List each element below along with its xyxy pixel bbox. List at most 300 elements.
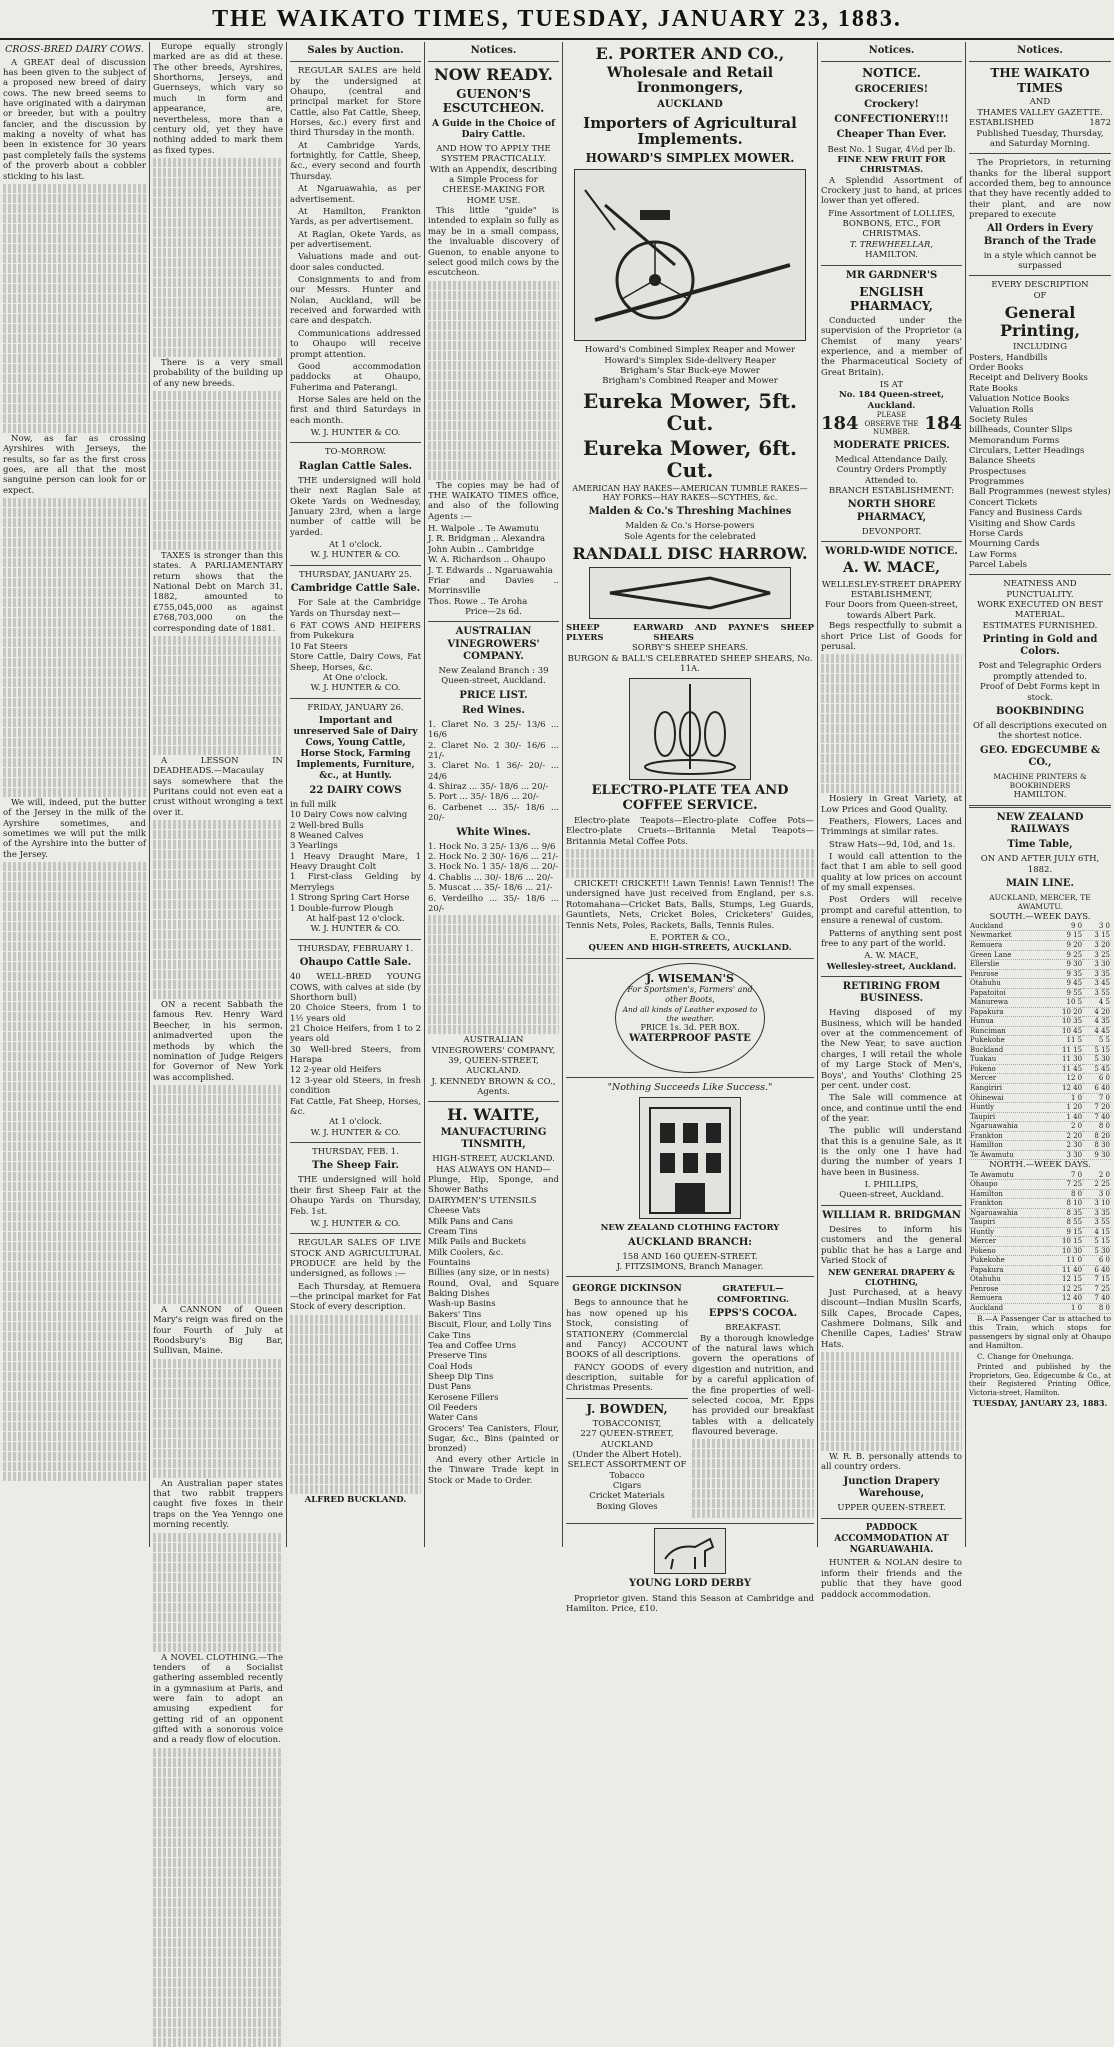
sale-lot: Fat Cattle, Fat Sheep, Horses, &c. bbox=[290, 1096, 421, 1117]
printing-item: Memorandum Forms bbox=[969, 435, 1060, 446]
timetable-row bbox=[969, 1007, 1111, 1017]
train-time: 1 20 bbox=[1048, 1103, 1083, 1113]
auction-notice: Consignments to and from our Messrs. Hunter and Nolan, Auckland, will be received and forwarded with care and despatch. bbox=[290, 275, 421, 327]
train-time: 7 0 bbox=[1048, 1171, 1083, 1180]
timetable-row bbox=[969, 1180, 1111, 1190]
timetable-row bbox=[969, 931, 1111, 941]
train-time: 12 15 bbox=[1048, 1275, 1083, 1285]
printing-item: Horse Cards bbox=[969, 528, 1024, 539]
printing-item: Circulars, Letter Headings bbox=[969, 445, 1085, 456]
train-time: 3 0 bbox=[1083, 1189, 1111, 1199]
clothing-factory-illustration bbox=[639, 1097, 741, 1219]
station-name: Buckland bbox=[969, 1045, 1048, 1055]
sale-lot: 30 Well-bred Steers, from Harapa bbox=[290, 1044, 421, 1066]
station-name: Ohaupo bbox=[969, 1180, 1048, 1190]
waite-item: Grocers' Tea Canisters, Flour, Sugar, &c., Bins (painted or bronzed) bbox=[428, 1423, 559, 1455]
mace-text: Four Doors from Queen-street, towards Albert Park. bbox=[825, 600, 958, 621]
published-days: Published Tuesday, Thursday, and Saturday Morning. bbox=[976, 128, 1104, 149]
trewheellar-name: T. TREWHEELLAR, bbox=[849, 239, 934, 250]
printing-items-list bbox=[969, 353, 1111, 571]
train-time: 7 0 bbox=[1083, 1093, 1111, 1103]
bowden-item: Tobacco bbox=[609, 1470, 645, 1481]
timetable-row bbox=[969, 941, 1111, 951]
timetable-row bbox=[969, 1199, 1111, 1209]
clothing-branch: AUCKLAND BRANCH: bbox=[628, 1236, 752, 1248]
article-paragraph: A LESSON IN DEADHEADS.—Macaulay says somewhere that the Puritans could not even eat a crust without wronging a text over it. bbox=[153, 755, 283, 818]
article-paragraph: A NOVEL CLOTHING.—The tenders of a Socialist gathering assembled recently in a gymnasium at Paris, and were fain to adopt an amusing expedient for getting rid of an opponent gifted with a sonorous voice and a ready flow of elocution. bbox=[153, 1652, 283, 1746]
timetable-row bbox=[969, 988, 1111, 998]
printing-item: Society Rules bbox=[969, 414, 1028, 425]
train-time: 6 40 bbox=[1083, 1265, 1111, 1275]
waite-item: Sheep Dip Tins bbox=[428, 1371, 494, 1382]
column-editorial bbox=[0, 42, 150, 1547]
sale-lot: 2 Well-bred Bulls bbox=[290, 820, 364, 831]
retiring-text: The public will understand that this is a genuine Sale, as it is the only one I have had during the number of years I have been in Business. bbox=[821, 1126, 962, 1178]
footer-date: TUESDAY, JANUARY 23, 1883. bbox=[972, 1398, 1108, 1409]
station-name: Rangiriri bbox=[969, 1083, 1048, 1093]
station-name: Te Awamutu bbox=[969, 1150, 1048, 1160]
train-time: 9 45 bbox=[1048, 979, 1083, 989]
sale-lot: 8 Weaned Calves bbox=[290, 831, 364, 842]
article-paragraph: We will, indeed, put the butter of the Jersey in the milk of the Ayrshire sometimes, and sometimes we will put the milk of the Ayrshire into the butter of the Jersey. bbox=[3, 798, 146, 860]
timetable-row bbox=[969, 969, 1111, 979]
train-time: 10 45 bbox=[1048, 1026, 1083, 1036]
book-line: AND HOW TO APPLY THE SYSTEM PRACTICALLY. bbox=[436, 143, 551, 165]
train-time: 4 15 bbox=[1083, 1227, 1111, 1237]
waite-item: Wash-up Basins bbox=[428, 1299, 496, 1310]
estimates: ESTIMATES FURNISHED. bbox=[982, 620, 1098, 631]
sale-heading: Cambridge Cattle Sale. bbox=[290, 583, 421, 595]
timetable-row bbox=[969, 979, 1111, 989]
gardner-heading: MR GARDNER'S bbox=[845, 269, 938, 281]
station-name: Green Lane bbox=[969, 950, 1048, 960]
train-time: 3 55 bbox=[1083, 988, 1111, 998]
waite-footer: And every other Article in the Tinware Trade kept in Stock or Made to Order. bbox=[428, 1454, 559, 1486]
crockery-text: A Splendid Assortment of Crockery just to hand, at prices lower than yet offered. bbox=[821, 175, 962, 207]
station-name: Remuera bbox=[969, 941, 1048, 951]
sale-date: FRIDAY, JANUARY 26. bbox=[307, 702, 404, 713]
train-time: 9 0 bbox=[1048, 922, 1083, 931]
white-wines-heading: White Wines. bbox=[456, 826, 531, 838]
book-line: CHEESE-MAKING FOR HOME USE. bbox=[442, 185, 545, 206]
retiring-text: Having disposed of my Business, which will be handed over at the commencement of the New Year, to save auction charges, I will retail the whole of my Large Stock of Men's, Boys', and Youths' Clothing 25 per cent. under cost. bbox=[821, 1008, 962, 1091]
auctioneer-signature: W. J. HUNTER & CO. bbox=[310, 1218, 401, 1229]
sale-lot: 3 Yearlings bbox=[290, 841, 338, 852]
train-time: 5 45 bbox=[1083, 1064, 1111, 1074]
station-name: Tuakau bbox=[969, 1055, 1048, 1065]
change-note: C. Change for Onehunga. bbox=[977, 1352, 1074, 1362]
section-heading: Sales by Auction. bbox=[307, 45, 404, 56]
waite-item: Plunge, Hip, Sponge, and Shower Baths bbox=[428, 1175, 559, 1196]
article-paragraph: A GREAT deal of discussion has been given to the subject of a proposed new breed of dairy cows. The new breed seems to have originated with a dairyman or breeder, but with a poultry fancier, and the discussion by making a novelty of what has been in existence for 30 years past completely fails the systems of the proverb about a cobbler sticking to his last. bbox=[3, 57, 146, 182]
tea-price: Best No. 1 Sugar, 4½d per lb. bbox=[827, 144, 956, 155]
train-time: 7 25 bbox=[1048, 1180, 1083, 1190]
waite-item: Kerosene Fillers bbox=[428, 1392, 499, 1403]
article-paragraph: An Australian paper states that two rabbit trappers caught five foxes in their traps on the Yea Yenngo one morning recently. bbox=[153, 1478, 283, 1531]
masthead-rule bbox=[0, 38, 1114, 40]
train-time: 3 30 bbox=[1083, 960, 1111, 970]
feathers-text: Feathers, Flowers, Laces and Trimmings at similar rates. bbox=[821, 816, 962, 838]
train-time: 9 30 bbox=[1048, 960, 1083, 970]
number-note: PLEASE OBSERVE THE NUMBER. bbox=[864, 411, 919, 437]
wine-heading: AUSTRALIAN VINEGROWERS' COMPANY. bbox=[447, 626, 540, 662]
sale-date: THURSDAY, FEB. 1. bbox=[312, 1146, 399, 1157]
train-time: 11 5 bbox=[1048, 1036, 1083, 1046]
timetable-row bbox=[969, 1294, 1111, 1304]
agent-entry: J. T. Edwards .. Ngaruawahia bbox=[428, 565, 553, 576]
station-name: Mercer bbox=[969, 1074, 1048, 1084]
south-timetable bbox=[969, 922, 1111, 1160]
train-time: 10 35 bbox=[1048, 1017, 1083, 1027]
timetable-row bbox=[969, 1304, 1111, 1314]
station-name: Huntly bbox=[969, 1103, 1048, 1113]
timetable-row bbox=[969, 1150, 1111, 1160]
established-label: ESTABLISHED bbox=[969, 118, 1034, 129]
sale-lot: 20 Choice Steers, from 1 to 1½ years old bbox=[290, 1003, 421, 1024]
train-time: 5 5 bbox=[1083, 1036, 1111, 1046]
article-body-text bbox=[692, 1439, 814, 1518]
ear-plyers: SHEEP EAR PLYERS bbox=[566, 622, 654, 643]
train-time: 3 10 bbox=[1083, 1199, 1111, 1209]
machine-printers: MACHINE PRINTERS & BOOKBINDERS bbox=[993, 772, 1087, 791]
sale-text: THE undersigned will hold their first Sheep Fair at the Ohaupo Yards on Thursday, Feb. 1st. bbox=[290, 1175, 421, 1217]
phillips-name: I. PHILLIPS, bbox=[864, 1180, 919, 1191]
sale-text: THE undersigned will hold their next Raglan Sale at Okete Yards on Wednesday, January 23rd, when a large number of cattle will be yarded. bbox=[290, 475, 421, 538]
agent-entry: W. A. Richardson .. Ohaupo bbox=[428, 555, 546, 566]
sale-lot: 10 Dairy Cows now calving bbox=[290, 810, 408, 821]
timetable-row bbox=[969, 1122, 1111, 1132]
mower-item: Brigham's Star Buck-eye Mower bbox=[620, 365, 760, 376]
wine-agents: J. KENNEDY BROWN & CO., Agents. bbox=[431, 1076, 556, 1098]
waite-hand: HAS ALWAYS ON HAND— bbox=[436, 1164, 551, 1175]
train-time: 5 30 bbox=[1083, 1055, 1111, 1065]
train-time: 2 25 bbox=[1083, 1180, 1111, 1190]
route: AUCKLAND, MERCER, TE AWAMUTU. bbox=[989, 893, 1091, 912]
train-time: 3 25 bbox=[1083, 950, 1111, 960]
train-time: 11 0 bbox=[1048, 1256, 1083, 1266]
timetable-row bbox=[969, 1227, 1111, 1237]
sorby-shears: SORBY'S SHEEP SHEARS. bbox=[631, 643, 749, 654]
sale-text: Each Thursday, at Remuera—the principal market for Fat Stock of every description. bbox=[290, 1281, 421, 1313]
groceries: GROCERIES! bbox=[854, 83, 929, 95]
south-label: SOUTH.—WEEK DAYS. bbox=[989, 911, 1091, 922]
train-time: 7 25 bbox=[1083, 1284, 1111, 1294]
train-time: 8 35 bbox=[1048, 1208, 1083, 1218]
epps-ad bbox=[692, 1281, 814, 1519]
bowden-item: Cricket Materials bbox=[589, 1491, 665, 1502]
auctioneer-signature: W. J. HUNTER & CO. bbox=[310, 1127, 401, 1138]
timetable-row bbox=[969, 1093, 1111, 1103]
train-time: 6 0 bbox=[1083, 1074, 1111, 1084]
station-name: Hunua bbox=[969, 1017, 1048, 1027]
auction-notice: Horse Sales are held on the first and third Saturdays in each month. bbox=[290, 394, 421, 426]
wine-entry: 1. Claret No. 3 25/- 13/6 ... 16/6 bbox=[428, 719, 559, 741]
paper-and: AND bbox=[1029, 97, 1051, 108]
timetable-row bbox=[969, 1045, 1111, 1055]
mace-text2: Begs respectfully to submit a short Price List of Goods for perusal. bbox=[821, 621, 962, 652]
station-name: Frankton bbox=[969, 1199, 1048, 1209]
train-time: 9 25 bbox=[1048, 950, 1083, 960]
pharmacy-text: Conducted under the supervision of the Proprietor (a Chemist of many years' experience, and a member of the Pharmaceutical Society of Great Britain). bbox=[821, 315, 962, 378]
train-time: 5 30 bbox=[1083, 1246, 1111, 1256]
clothing-address: 158 AND 160 QUEEN-STREET. bbox=[622, 1251, 758, 1262]
auctioneer-signature: W. J. HUNTER & CO. bbox=[310, 924, 401, 935]
bottom-ads-row bbox=[566, 1281, 814, 1519]
price-list-heading: PRICE LIST. bbox=[459, 689, 528, 701]
train-time: 8 20 bbox=[1083, 1131, 1111, 1141]
station-name: Auckland bbox=[969, 922, 1048, 931]
article-body-text bbox=[821, 654, 962, 793]
timetable-row bbox=[969, 922, 1111, 931]
timetable-row bbox=[969, 1131, 1111, 1141]
paper-sub: THAMES VALLEY GAZETTE. bbox=[977, 107, 1103, 118]
station-name: Auckland bbox=[969, 1304, 1048, 1314]
porter-city: AUCKLAND bbox=[657, 99, 723, 111]
wine-branch: New Zealand Branch : 39 Queen-street, Auckland. bbox=[438, 665, 549, 687]
bridgman-footer: W. R. B. personally attends to all country orders. bbox=[821, 1452, 962, 1473]
pharmacy-is: IS AT bbox=[879, 380, 904, 391]
mower-item: Howard's Simplex Side-delivery Reaper bbox=[604, 355, 776, 366]
auctioneer-signature: W. J. HUNTER & CO. bbox=[310, 428, 401, 439]
timetable-row bbox=[969, 1218, 1111, 1228]
article-body-text bbox=[3, 498, 146, 797]
printing-item: Rate Books bbox=[969, 383, 1018, 394]
sale-heading: Important and unreserved Sale of Dairy Cows, Young Cattle, Horse Stock, Farming Implements, Furniture, &c., at Huntly. bbox=[293, 715, 418, 781]
bowden-select: SELECT ASSORTMENT OF bbox=[567, 1460, 687, 1471]
station-name: Penrose bbox=[969, 969, 1048, 979]
phillips-address: Queen-street, Auckland. bbox=[839, 1190, 944, 1201]
train-time: 2 0 bbox=[1048, 1122, 1083, 1132]
timetable-row bbox=[969, 950, 1111, 960]
dickinson-text: Begs to announce that he has now opened up his Stock, consisting of STATIONERY (Commercial and Fancy) ACCOUNT BOOKS of all descriptions. bbox=[566, 1298, 688, 1361]
epps-name: EPPS'S COCOA. bbox=[708, 1308, 798, 1320]
wine-entry: 2. Hock No. 2 30/- 16/6 ... 21/- bbox=[428, 852, 559, 863]
article-body-text bbox=[821, 1352, 962, 1451]
wine-entry: 6. Verdeilho ... 35/- 18/6 ... 20/- bbox=[428, 893, 559, 914]
printing-item: Order Books bbox=[969, 363, 1024, 374]
article-heading: CROSS-BRED DAIRY COWS. bbox=[5, 44, 144, 55]
dickinson-heading: GEORGE DICKINSON bbox=[572, 1284, 682, 1295]
sale-date: THURSDAY, FEBRUARY 1. bbox=[297, 943, 414, 954]
wide-notice-heading: WORLD-WIDE NOTICE. bbox=[825, 546, 958, 558]
train-time: 3 45 bbox=[1083, 979, 1111, 989]
station-name: Hamilton bbox=[969, 1189, 1048, 1199]
waite-item: Round, Oval, and Square Baking Dishes bbox=[428, 1278, 559, 1300]
epps-sub: BREAKFAST. bbox=[725, 1323, 781, 1334]
train-time: 2 20 bbox=[1048, 1131, 1083, 1141]
agent-entry: Friar and Davies .. Morrinsville bbox=[428, 575, 559, 597]
retiring-heading: RETIRING FROM BUSINESS. bbox=[842, 980, 941, 1005]
pharmacy-heading: ENGLISH PHARMACY, bbox=[850, 284, 933, 314]
bookbinding: BOOKBINDING bbox=[995, 705, 1085, 717]
column-miscellany bbox=[150, 42, 287, 1746]
article-body-text bbox=[3, 862, 146, 1481]
cruet-illustration bbox=[629, 678, 751, 780]
article-body-text bbox=[153, 1085, 283, 1304]
rakes-list: AMERICAN HAY RAKES—AMERICAN TUMBLE RAKES—HAY FORKS—HAY RAKES—SCYTHES, &c. bbox=[572, 483, 808, 503]
train-time: 5 15 bbox=[1083, 1045, 1111, 1055]
number-row bbox=[821, 411, 962, 437]
wine-company: AUSTRALIAN VINEGROWERS' COMPANY, bbox=[431, 1035, 556, 1056]
auction-notice: Communications addressed to Ohaupo will receive prompt attention. bbox=[290, 328, 421, 360]
railways-heading: NEW ZEALAND RAILWAYS bbox=[996, 811, 1084, 836]
bridgman-text: Just Purchased, at a heavy discount—Indian Muslin Scarfs, Silk Capes, Brocade Capes, Cashmere Dolmans, Silk and Chenille Capes, Ladies' Straw Hats. bbox=[821, 1287, 962, 1350]
train-time: 10 30 bbox=[1048, 1246, 1083, 1256]
moderate-prices: MODERATE PRICES. bbox=[833, 439, 950, 451]
station-name: Otahuhu bbox=[969, 1275, 1048, 1285]
train-time: 10 5 bbox=[1048, 998, 1083, 1008]
timetable-row bbox=[969, 1171, 1111, 1180]
post-orders: Post Orders will receive prompt and careful attention, to ensure a renewal of custom. bbox=[821, 895, 962, 927]
waite-item: Tea and Coffee Urns bbox=[428, 1340, 516, 1351]
train-time: 3 30 bbox=[1048, 1150, 1083, 1160]
article-paragraph: ON a recent Sabbath the famous Rev. Henry Ward Beecher, in his sermon, animadverted upon the methods by which the nomination of Judge Reigers for Governor of New York was accomplished. bbox=[153, 1000, 283, 1083]
junction-sub: UPPER QUEEN-STREET. bbox=[837, 1503, 946, 1514]
auctioneer-signature: W. J. HUNTER & CO. bbox=[310, 683, 401, 694]
sale-lot: 21 Choice Heifers, from 1 to 2 years old bbox=[290, 1023, 421, 1045]
train-time: 11 30 bbox=[1048, 1055, 1083, 1065]
porter-sub: Wholesale and Retail Ironmongers, bbox=[606, 64, 774, 96]
station-name: Ohinewai bbox=[969, 1093, 1048, 1103]
auction-notice: Valuations made and out-door sales conducted. bbox=[290, 252, 421, 273]
timetable-row bbox=[969, 1083, 1111, 1093]
station-name: Ngaruawahia bbox=[969, 1122, 1048, 1132]
timetable-row bbox=[969, 1036, 1111, 1046]
printing-item: Receipt and Delivery Books bbox=[969, 373, 1088, 384]
waite-item: Milk Pans and Cans bbox=[428, 1216, 514, 1227]
article-body-text bbox=[153, 158, 283, 357]
timetable-row bbox=[969, 1103, 1111, 1113]
sale-time: At 1 o'clock. bbox=[329, 1117, 382, 1128]
paddock-heading: PADDOCK ACCOMMODATION AT NGARUAWAHIA. bbox=[834, 1522, 949, 1555]
sale-lot: 12 2-year old Heifers bbox=[290, 1065, 382, 1076]
book-subtitle: A Guide in the Choice of Dairy Cattle. bbox=[432, 119, 555, 140]
section-heading: Notices. bbox=[868, 45, 915, 56]
agent-entry: H. Walpole .. Te Awamutu bbox=[428, 524, 539, 535]
mace-signature: A. W. MACE, bbox=[864, 951, 919, 962]
sale-time: At half-past 12 o'clock. bbox=[306, 913, 405, 924]
porter-heading: E. PORTER AND CO., bbox=[595, 44, 785, 63]
established-year: 1872 bbox=[1089, 118, 1111, 129]
timetable-row bbox=[969, 1256, 1111, 1266]
epps-text: By a thorough knowledge of the natural laws which govern the operations of digestion and nutrition, and by a careful application of the fine properties of well-selected cocoa, Mr. Epps has provided our breakfast tables with a delicately flavoured beverage. bbox=[692, 1333, 814, 1437]
station-name: Otahuhu bbox=[969, 979, 1048, 989]
auction-notice: Good accommodation paddocks at Ohaupo, Fuherima and Paterangi. bbox=[290, 361, 421, 393]
train-time: 9 15 bbox=[1048, 1227, 1083, 1237]
every-description: EVERY DESCRIPTION bbox=[991, 280, 1089, 291]
plate-heading: ELECTRO-PLATE TEA AND COFFEE SERVICE. bbox=[591, 783, 789, 813]
mace-name: A. W. MACE, bbox=[843, 560, 940, 577]
fruit-notice: FINE NEW FRUIT FOR CHRISTMAS. bbox=[837, 154, 946, 176]
train-time: 1 0 bbox=[1048, 1304, 1083, 1314]
train-time: 12 0 bbox=[1048, 1074, 1083, 1084]
article-body-text bbox=[3, 184, 146, 433]
printing-item: Parcel Labels bbox=[969, 559, 1027, 570]
printed-note: Printed and published by the Proprietors, Geo. Edgecumbe & Co., at their Registered Printing Office, Victoria-street, Hamilton. bbox=[969, 1363, 1111, 1397]
branch-label: BRANCH ESTABLISHMENT: bbox=[828, 486, 955, 497]
train-time: 11 45 bbox=[1048, 1064, 1083, 1074]
auction-notice: REGULAR SALES are held by the undersigned at Ohaupo, (central and principal market for Store Cattle, also Fat Cattle, Sheep, Horses, &c.) every first and third Thursday in the month. bbox=[290, 66, 421, 139]
article-body-text bbox=[153, 1533, 283, 1652]
agent-entry: Thos. Rowe .. Te Aroha bbox=[428, 596, 528, 607]
article-paragraph: Now, as far as crossing Ayrshires with Jerseys, the results, so far as the first cross goes, are all that the most sanguine person can look for or expect. bbox=[3, 433, 146, 496]
agent-entry: J. R. Bridgman .. Alexandra bbox=[428, 534, 546, 545]
article-body-text bbox=[153, 820, 283, 999]
sale-text: For Sale at the Cambridge Yards on Thursday next— bbox=[290, 598, 421, 619]
timetable-row bbox=[969, 1237, 1111, 1247]
binding-text: Of all descriptions executed on the shortest notice. bbox=[973, 721, 1107, 742]
timetable-row bbox=[969, 1064, 1111, 1074]
sale-lot: 6 FAT COWS AND HEIFERS from Pukekura bbox=[290, 621, 421, 642]
bridgman-text: Desires to inform his customers and the general public that he has a Large and Varied Stock of bbox=[821, 1225, 962, 1267]
wine-entry: 6. Carbenet ... 35/- 18/6 ... 20/- bbox=[428, 802, 559, 824]
train-time: 1 0 bbox=[1048, 1093, 1083, 1103]
horse-text: Proprietor given. Stand this Season at Cambridge and Hamilton. Price, £10. bbox=[566, 1593, 814, 1614]
waite-item: Dust Pans bbox=[428, 1382, 472, 1393]
waite-item: Cheese Vats bbox=[428, 1206, 481, 1217]
printing-item: Law Forms bbox=[969, 549, 1017, 560]
station-name: Pokeno bbox=[969, 1064, 1048, 1074]
train-time: 5 15 bbox=[1083, 1237, 1111, 1247]
article-body-text bbox=[153, 1748, 283, 2047]
sale-time: At One o'clock. bbox=[323, 672, 388, 683]
cheaper: Cheaper Than Ever. bbox=[836, 129, 947, 141]
station-name: Ngaruawahia bbox=[969, 1208, 1048, 1218]
printing-item: Prospectuses bbox=[969, 466, 1027, 477]
pharmacy-address: No. 184 Queen-street, Auckland. bbox=[839, 390, 944, 411]
malden-machines: Malden & Co.'s Threshing Machines bbox=[588, 506, 792, 518]
station-name: Papatoitoi bbox=[969, 988, 1048, 998]
train-time: 9 20 bbox=[1048, 941, 1083, 951]
number-left: 184 bbox=[821, 413, 859, 434]
station-name: Te Awamutu bbox=[969, 1171, 1048, 1180]
clothing-motto: "Nothing Succeeds Like Success." bbox=[607, 1081, 773, 1093]
malden-horsepowers: Malden & Co.'s Horse-powers bbox=[625, 521, 755, 532]
station-name: Frankton bbox=[969, 1131, 1048, 1141]
wine-entry: 2. Claret No. 2 30/- 16/6 ... 21/- bbox=[428, 740, 559, 762]
sale-lot: 1 Heavy Draught Mare, 1 Heavy Draught Colt bbox=[290, 851, 421, 873]
waite-sub: MANUFACTURING TINSMITH, bbox=[440, 1127, 547, 1151]
article-body-text bbox=[428, 915, 559, 1034]
train-time: 2 30 bbox=[1048, 1141, 1083, 1151]
book-title: GUENON'S ESCUTCHEON. bbox=[442, 86, 545, 116]
sale-lot: 1 Double-furrow Plough bbox=[290, 903, 394, 914]
wine-entry: 1. Hock No. 3 25/- 13/6 ... 9/6 bbox=[428, 841, 556, 852]
train-time: 4 20 bbox=[1083, 1007, 1111, 1017]
train-time: 12 25 bbox=[1048, 1284, 1083, 1294]
sale-lot: 40 WELL-BRED YOUNG COWS, with calves at side (by Shorthorn bull) bbox=[290, 972, 421, 1003]
station-name: Pokeno bbox=[969, 1246, 1048, 1256]
bowden-item: Cigars bbox=[612, 1481, 642, 1491]
mower-illustration bbox=[574, 169, 806, 341]
bowden-note: (Under the Albert Hotel). bbox=[572, 1449, 682, 1460]
bowden-item: Boxing Gloves bbox=[596, 1501, 658, 1512]
agent-entry: John Aubin .. Cambridge bbox=[428, 544, 534, 555]
station-name: Pukekohe bbox=[969, 1256, 1048, 1266]
train-time: 10 15 bbox=[1048, 1237, 1083, 1247]
bridgman-heading: WILLIAM R. BRIDGMAN bbox=[822, 1209, 961, 1221]
printing-item: Valuation Notice Books bbox=[969, 394, 1070, 405]
waite-item: Oil Feeders bbox=[428, 1403, 478, 1414]
train-time: 9 55 bbox=[1048, 988, 1083, 998]
style-text: in a style which cannot be surpassed bbox=[983, 250, 1097, 272]
station-name: Newmarket bbox=[969, 931, 1048, 941]
passenger-note: B.—A Passenger Car is attached to this Train, which stops for passengers by signal only at Ohaupo and Hamilton. bbox=[969, 1313, 1111, 1350]
auction-notice: At Cambridge Yards, fortnightly, for Cattle, Sheep, &c., every second and fourth Thursday. bbox=[290, 140, 421, 182]
train-time: 4 5 bbox=[1083, 998, 1111, 1008]
timetable-row bbox=[969, 998, 1111, 1008]
timetable-row bbox=[969, 1017, 1111, 1027]
